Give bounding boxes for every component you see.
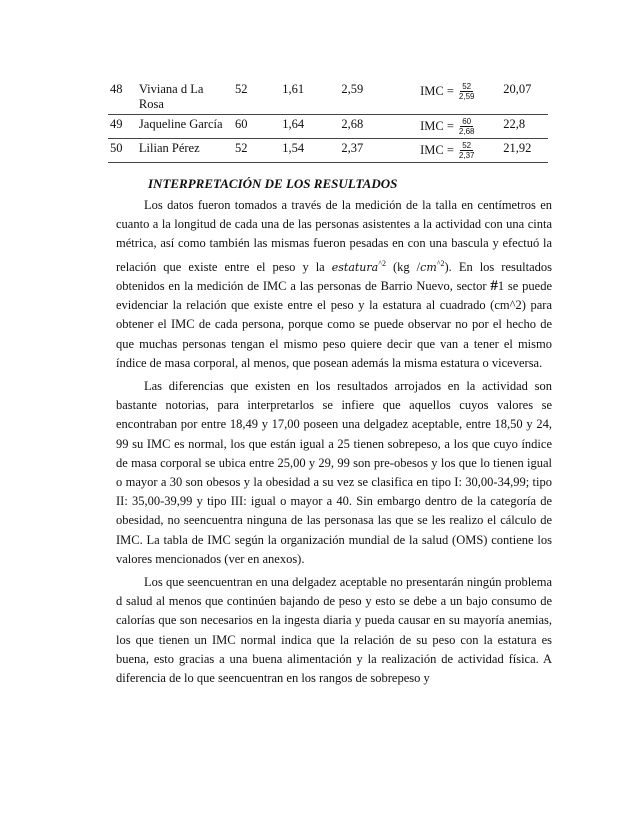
imc-result: 21,92 [503,141,532,155]
formula-prefix: IMC = [420,143,454,157]
row-number: 49 [110,117,123,131]
height-squared-cell: 2,68 [341,117,364,131]
imc-result: 22,8 [503,117,526,131]
weight-cell: 60 [234,117,248,131]
paragraph: Las diferencias que existen en los resultados arrojados en la actividad son bastante notorias, para interpretarlos se infiere que aquellos cuyos valores se encontraban por entre 18,49 y 17,00 poseen una delgadez aceptable, entre 18,50 y 24, 99 su IMC es normal, los que están igual a 25 tienen sobrepeso, a los que cuyo índice de masa corporal se ubica entre 25,00 y 29, 99 son pre-obesos y los que lo tienen igual o mayor a 30 son obesos y la obesidad a su vez se clasifica en tipo I: 30,00-34,99; tipo II: 35,00-39,99 y tipo III: igual o mayor a 40. Sin embargo dentro de la categoría de obesidad, no seencuentra ninguna de las personasa las que se les realizo el cálculo de IMC. La tabla de IMC según la organización mundial de la salud (OMS) contiene los valores mencionados (ver en anexos). [116,378,552,566]
paragraph [116,196,552,373]
fraction-denominator: 2,68 [458,127,475,136]
table-row [108,115,548,139]
fraction-numerator: 60 [462,117,472,126]
fraction-denominator: 2,59 [458,92,475,101]
paragraph-text: (kg / [385,259,421,274]
imc-table [108,80,548,163]
formula-prefix: IMC = [420,119,454,133]
height-cell: 1,54 [282,141,305,155]
weight-cell: 52 [234,82,248,96]
formula-prefix: IMC = [420,84,454,98]
imc-formula [402,80,501,115]
fraction-numerator: 52 [462,82,472,91]
person-name: Jaqueline García [138,117,223,131]
estatura-term: estatura [331,260,379,274]
weight-cell: 52 [234,141,248,155]
height-squared-cell: 2,37 [341,141,364,155]
cm-term: cm [420,260,437,274]
formula-fraction [457,141,477,160]
table-row [108,80,548,115]
fraction-denominator: 2,37 [458,151,475,160]
paragraph-text: ). En los resultados obtenidos en la medición de IMC a las personas de Barrio Nuevo, sector [116,259,552,293]
table-row [108,139,548,163]
row-number: 50 [110,141,123,155]
paragraph: Los que seencuentran en una delgadez aceptable no presentarán ningún problema d salud al menos que continúen bajando de peso y esto se debe a un bajo consumo de calorías que son necesarios en la ingesta diaria y pueda causar en su mayoría anemias, los que tienen un IMC normal indica que la relación de su peso con la estatura es buena, esto gracias a una buena alimentación y la realización de actividad física. A diferencia de lo que seencuentran en los rangos de sobrepeso y [116,575,552,686]
imc-formula [402,115,501,139]
height-cell: 1,61 [282,82,305,96]
person-name: Viviana d La Rosa [138,82,204,111]
height-cell: 1,64 [282,117,305,131]
imc-formula [402,139,501,163]
formula-fraction [457,117,477,136]
row-number: 48 [110,82,123,96]
section-heading: INTERPRETACIÓN DE LOS RESULTADOS [148,176,398,191]
paragraph-text: Los datos fueron tomados a través de la medición de la talla en centímetros en cuanto a la longitud de cada una de las personas asistentes a la actividad con una cinta métrica, así como también las mismas fueron pesadas en con una bascula y efectuó la relación que existe entre el peso y la [116,198,552,274]
superscript: ^2 [436,258,445,268]
paragraph-text: 1 se puede evidenciar la relación que existe entre el peso y la estatura al cuadrado (cm^2) para obtener el IMC de cada persona, porque como se puede observar no por el hecho de que muchas personas tengan el mismo peso quiere decir que van a tener el mismo índice de masa corporal, al menos, que posean además la misma estatura o viceversa. [116,278,552,370]
imc-result: 20,07 [503,82,532,96]
person-name: Lilian Pérez [138,141,200,155]
formula-fraction [457,82,477,101]
hash-symbol: # [490,277,498,294]
superscript: ^2 [378,258,386,268]
height-squared-cell: 2,59 [341,82,364,96]
fraction-numerator: 52 [462,141,472,150]
body-text [116,196,552,692]
